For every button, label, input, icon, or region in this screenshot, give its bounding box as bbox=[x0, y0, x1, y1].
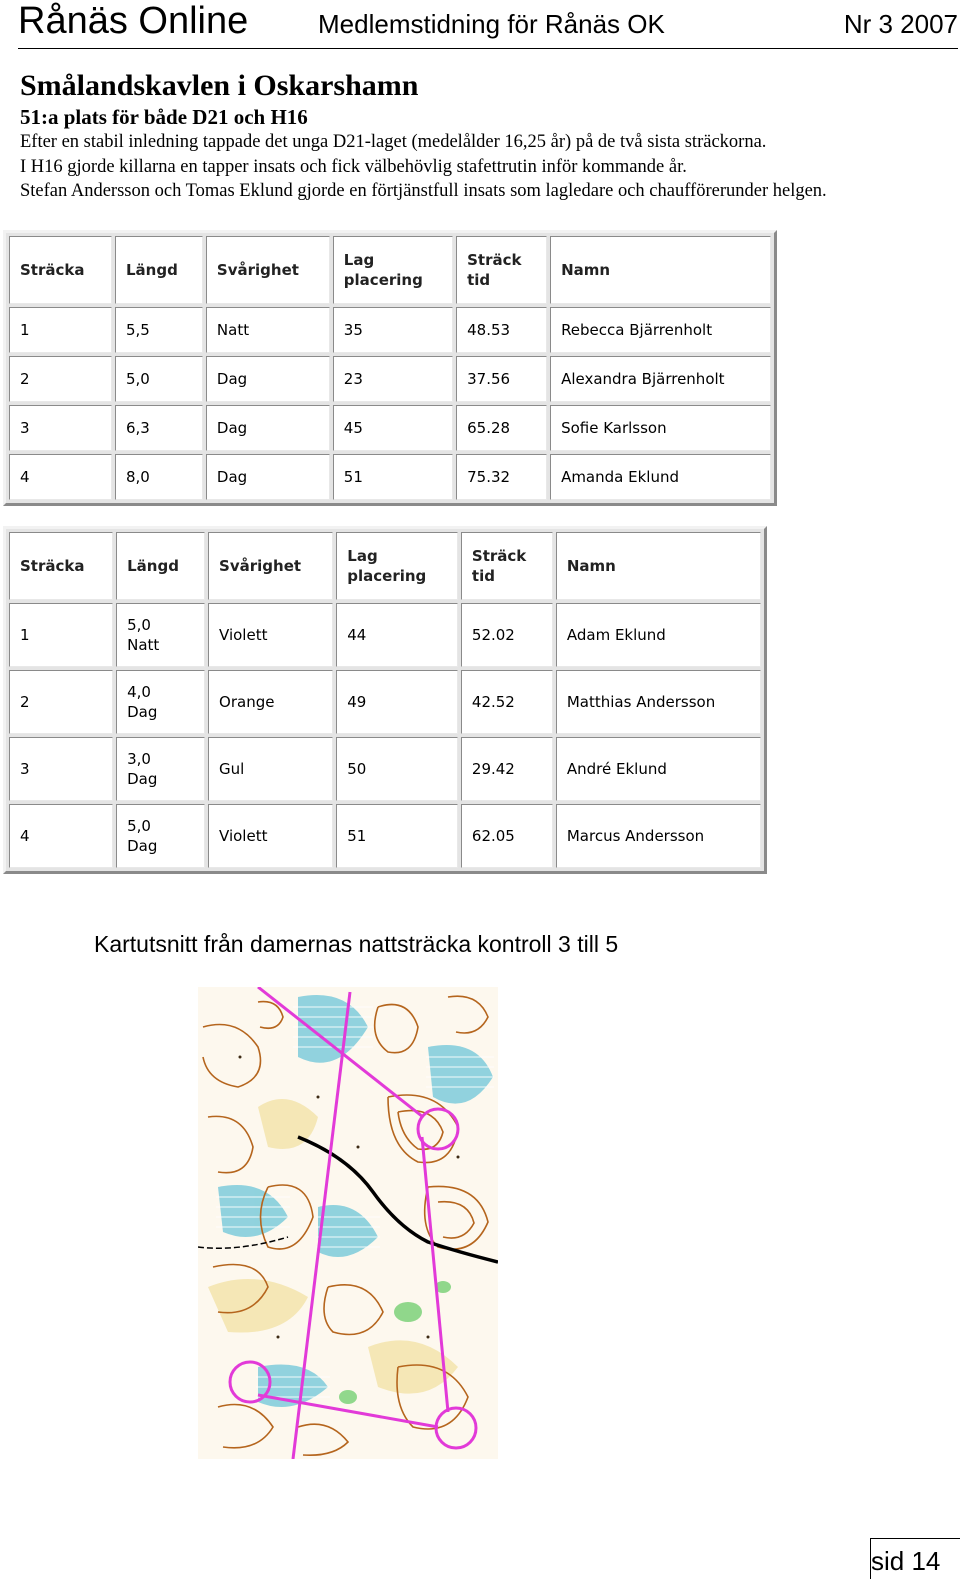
table-cell: 5,0 Dag bbox=[116, 804, 205, 868]
table-row bbox=[9, 454, 771, 500]
orienteering-map bbox=[198, 987, 498, 1459]
column-header: Svårighet bbox=[208, 532, 333, 600]
table-cell: 51 bbox=[333, 454, 453, 500]
table-cell: 44 bbox=[336, 603, 458, 667]
table-cell: 42.52 bbox=[461, 670, 553, 734]
table-cell: Natt bbox=[206, 307, 330, 353]
table-row bbox=[9, 737, 761, 801]
table-cell: 52.02 bbox=[461, 603, 553, 667]
table-cell: 23 bbox=[333, 356, 453, 402]
table-row bbox=[9, 405, 771, 451]
table-header-row bbox=[9, 532, 761, 600]
table-cell: Dag bbox=[206, 405, 330, 451]
orienteering-map-image bbox=[198, 987, 498, 1459]
table-cell: 8,0 bbox=[115, 454, 203, 500]
table-cell: 75.32 bbox=[456, 454, 547, 500]
publication-name: Rånäs Online bbox=[18, 0, 249, 42]
table-cell: Orange bbox=[208, 670, 333, 734]
table-cell: 6,3 bbox=[115, 405, 203, 451]
d21-results-table bbox=[3, 230, 777, 506]
table-row bbox=[9, 670, 761, 734]
table-cell: Rebecca Bjärrenholt bbox=[550, 307, 771, 353]
table-cell: 29.42 bbox=[461, 737, 553, 801]
column-header: Namn bbox=[556, 532, 761, 600]
table-cell: Dag bbox=[206, 356, 330, 402]
article-paragraph: I H16 gjorde killarna en tapper insats och fick välbehövlig stafettrutin inför kommande år. bbox=[20, 156, 687, 177]
table-row bbox=[9, 804, 761, 868]
column-header: Sträcka bbox=[9, 236, 112, 304]
table-cell: André Eklund bbox=[556, 737, 761, 801]
table-cell: 4 bbox=[9, 804, 113, 868]
column-header: Svårighet bbox=[206, 236, 330, 304]
table-cell: Gul bbox=[208, 737, 333, 801]
table-cell: Dag bbox=[206, 454, 330, 500]
article-paragraph: Efter en stabil inledning tappade det unga D21-laget (medelålder 16,25 år) på de två sista sträckorna. bbox=[20, 132, 767, 152]
column-header: Sträcka bbox=[9, 532, 113, 600]
table-cell: 5,0 Natt bbox=[116, 603, 205, 667]
table-cell: 51 bbox=[336, 804, 458, 868]
table-row bbox=[9, 356, 771, 402]
table-cell: 2 bbox=[9, 356, 112, 402]
column-header: Längd bbox=[116, 532, 205, 600]
table-cell: Amanda Eklund bbox=[550, 454, 771, 500]
table-cell: Adam Eklund bbox=[556, 603, 761, 667]
column-header: Namn bbox=[550, 236, 771, 304]
publication-subtitle: Medlemstidning för Rånäs OK bbox=[318, 9, 665, 39]
table-cell: 4 bbox=[9, 454, 112, 500]
article-paragraph: Stefan Andersson och Tomas Eklund gjorde en förtjänstfull insats som lagledare och chaufförerunder helgen. bbox=[20, 181, 827, 201]
table-cell: 3 bbox=[9, 737, 113, 801]
column-header: Längd bbox=[115, 236, 203, 304]
table-cell: Violett bbox=[208, 804, 333, 868]
table-cell: 45 bbox=[333, 405, 453, 451]
table-cell: 37.56 bbox=[456, 356, 547, 402]
table-cell: Alexandra Bjärrenholt bbox=[550, 356, 771, 402]
table-row bbox=[9, 603, 761, 667]
column-header: Sträck tid bbox=[461, 532, 553, 600]
table-cell: 1 bbox=[9, 603, 113, 667]
article-subhead: 51:a plats för både D21 och H16 bbox=[20, 105, 308, 129]
table-cell: 1 bbox=[9, 307, 112, 353]
table-header-row bbox=[9, 236, 771, 304]
table-cell: Matthias Andersson bbox=[556, 670, 761, 734]
table-cell: 3,0 Dag bbox=[116, 737, 205, 801]
table-cell: Marcus Andersson bbox=[556, 804, 761, 868]
table-cell: 35 bbox=[333, 307, 453, 353]
table-cell: 49 bbox=[336, 670, 458, 734]
table-cell: Violett bbox=[208, 603, 333, 667]
map-caption: Kartutsnitt från damernas nattsträcka kontroll 3 till 5 bbox=[94, 931, 619, 957]
issue-number: Nr 3 2007 bbox=[843, 9, 958, 39]
article bbox=[20, 68, 940, 204]
table-cell: 65.28 bbox=[456, 405, 547, 451]
table-cell: 2 bbox=[9, 670, 113, 734]
table-cell: 4,0 Dag bbox=[116, 670, 205, 734]
h16-results-table bbox=[3, 526, 767, 874]
page-number: sid 14 bbox=[870, 1538, 960, 1579]
article-headline: Smålandskavlen i Oskarshamn bbox=[20, 69, 419, 102]
column-header: Lag placering bbox=[333, 236, 453, 304]
column-header: Sträck tid bbox=[456, 236, 547, 304]
table-cell: 3 bbox=[9, 405, 112, 451]
column-header: Lag placering bbox=[336, 532, 458, 600]
table-cell: 48.53 bbox=[456, 307, 547, 353]
table-row bbox=[9, 307, 771, 353]
table-cell: 5,0 bbox=[115, 356, 203, 402]
page-header bbox=[18, 0, 958, 49]
table-cell: 62.05 bbox=[461, 804, 553, 868]
table-cell: 50 bbox=[336, 737, 458, 801]
table-cell: 5,5 bbox=[115, 307, 203, 353]
table-cell: Sofie Karlsson bbox=[550, 405, 771, 451]
